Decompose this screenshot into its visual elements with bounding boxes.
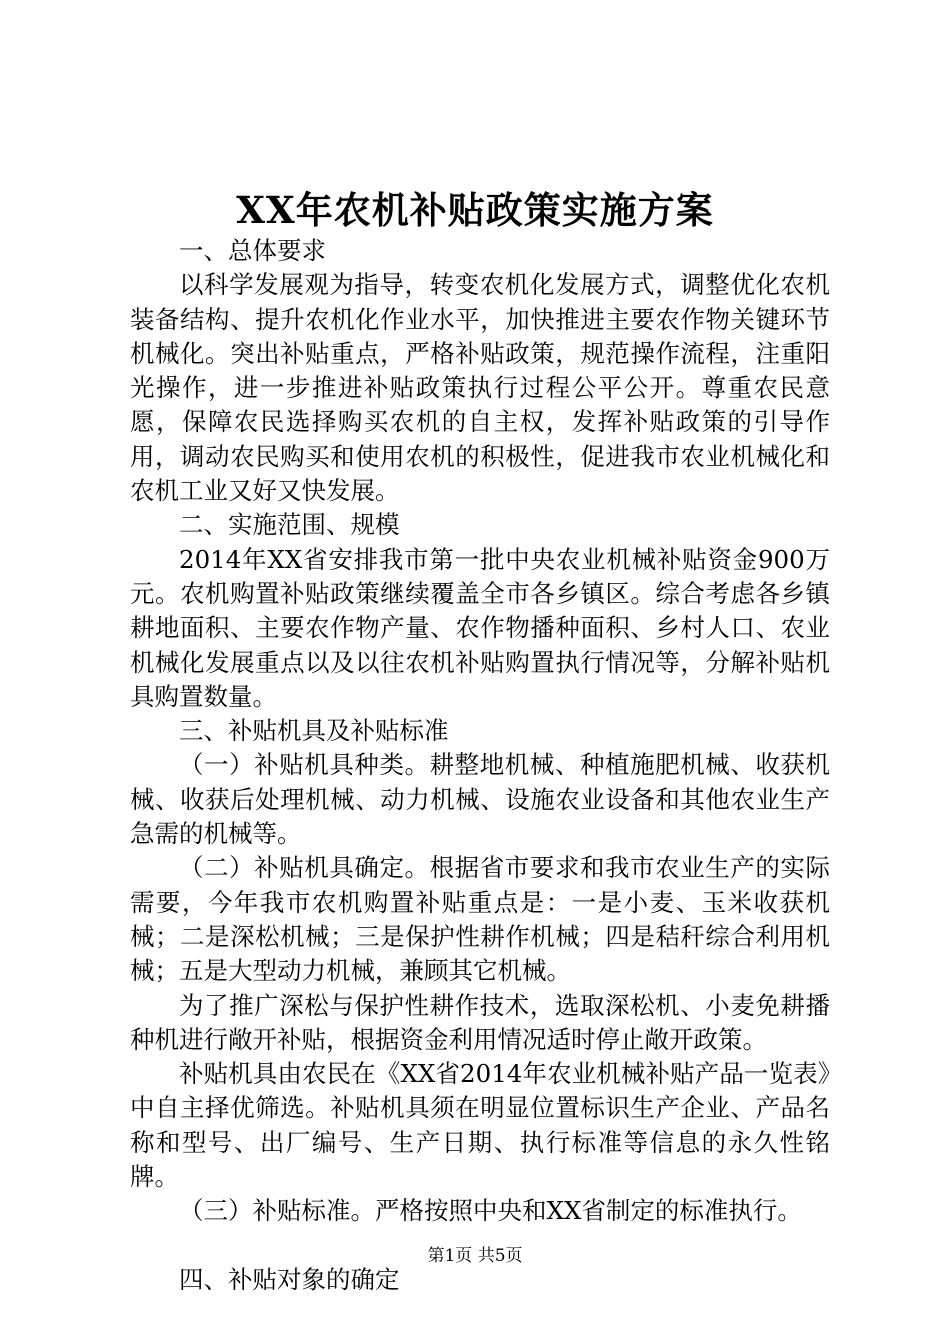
paragraph: （三）补贴标准。严格按照中央和XX省制定的标准执行。 [179, 1196, 802, 1226]
section-heading-1: 一、总体要求 [179, 236, 326, 265]
paragraph: 以科学发展观为指导，转变农机化发展方式，调整优化农机装备结构、提升农机化作业水平，加快推进主要农作物关键环节机械化。突出补贴重点，严格补贴政策，规范操作流程，注重阳光操作，进一步推进补贴政策执行过程公平公开。尊重农民意愿，保障农民选择购买农机的自主权，发挥补贴政策的引导作用，调动农民购买和使用农机的积极性，促进我市农业机械化和农机工业又好又快发展。 [130, 270, 830, 506]
page-footer: 第1页 共5页 [427, 1246, 523, 1266]
document-body [130, 234, 830, 1297]
document-title: XX年农机补贴政策实施方案 [236, 188, 714, 232]
section-heading-2: 二、实施范围、规模 [179, 510, 400, 540]
paragraph: 补贴机具由农民在《XX省2014年农业机械补贴产品一览表》中自主择优筛选。补贴机具须在明显位置标识生产企业、产品名称和型号、出厂编号、生产日期、执行标准等信息的永久性铭牌。 [130, 1059, 830, 1192]
section-heading-3: 三、补贴机具及补贴标准 [179, 716, 449, 746]
paragraph: 2014年XX省安排我市第一批中央农业机械补贴资金900万元。农机购置补贴政策继续覆盖全市各乡镇区。综合考虑各乡镇耕地面积、主要农作物产量、农作物播种面积、乡村人口、农业机械化发展重点以及以往农机补贴购置执行情况等，分解补贴机具购置数量。 [130, 544, 830, 711]
section-heading-4: 四、补贴对象的确定 [179, 1264, 400, 1294]
paragraph: （二）补贴机具确定。根据省市要求和我市农业生产的实际需要，今年我市农机购置补贴重点是：一是小麦、玉米收获机械；二是深松机械；三是保护性耕作机械；四是秸秆综合利用机械；五是大型动力机械，兼顾其它机械。 [130, 853, 830, 986]
paragraph: （一）补贴机具种类。耕整地机械、种植施肥机械、收获机械、收获后处理机械、动力机械、设施农业设备和其他农业生产急需的机械等。 [130, 750, 830, 849]
paragraph: 为了推广深松与保护性耕作技术，选取深松机、小麦免耕播种机进行敞开补贴，根据资金利用情况适时停止敞开政策。 [130, 990, 830, 1054]
